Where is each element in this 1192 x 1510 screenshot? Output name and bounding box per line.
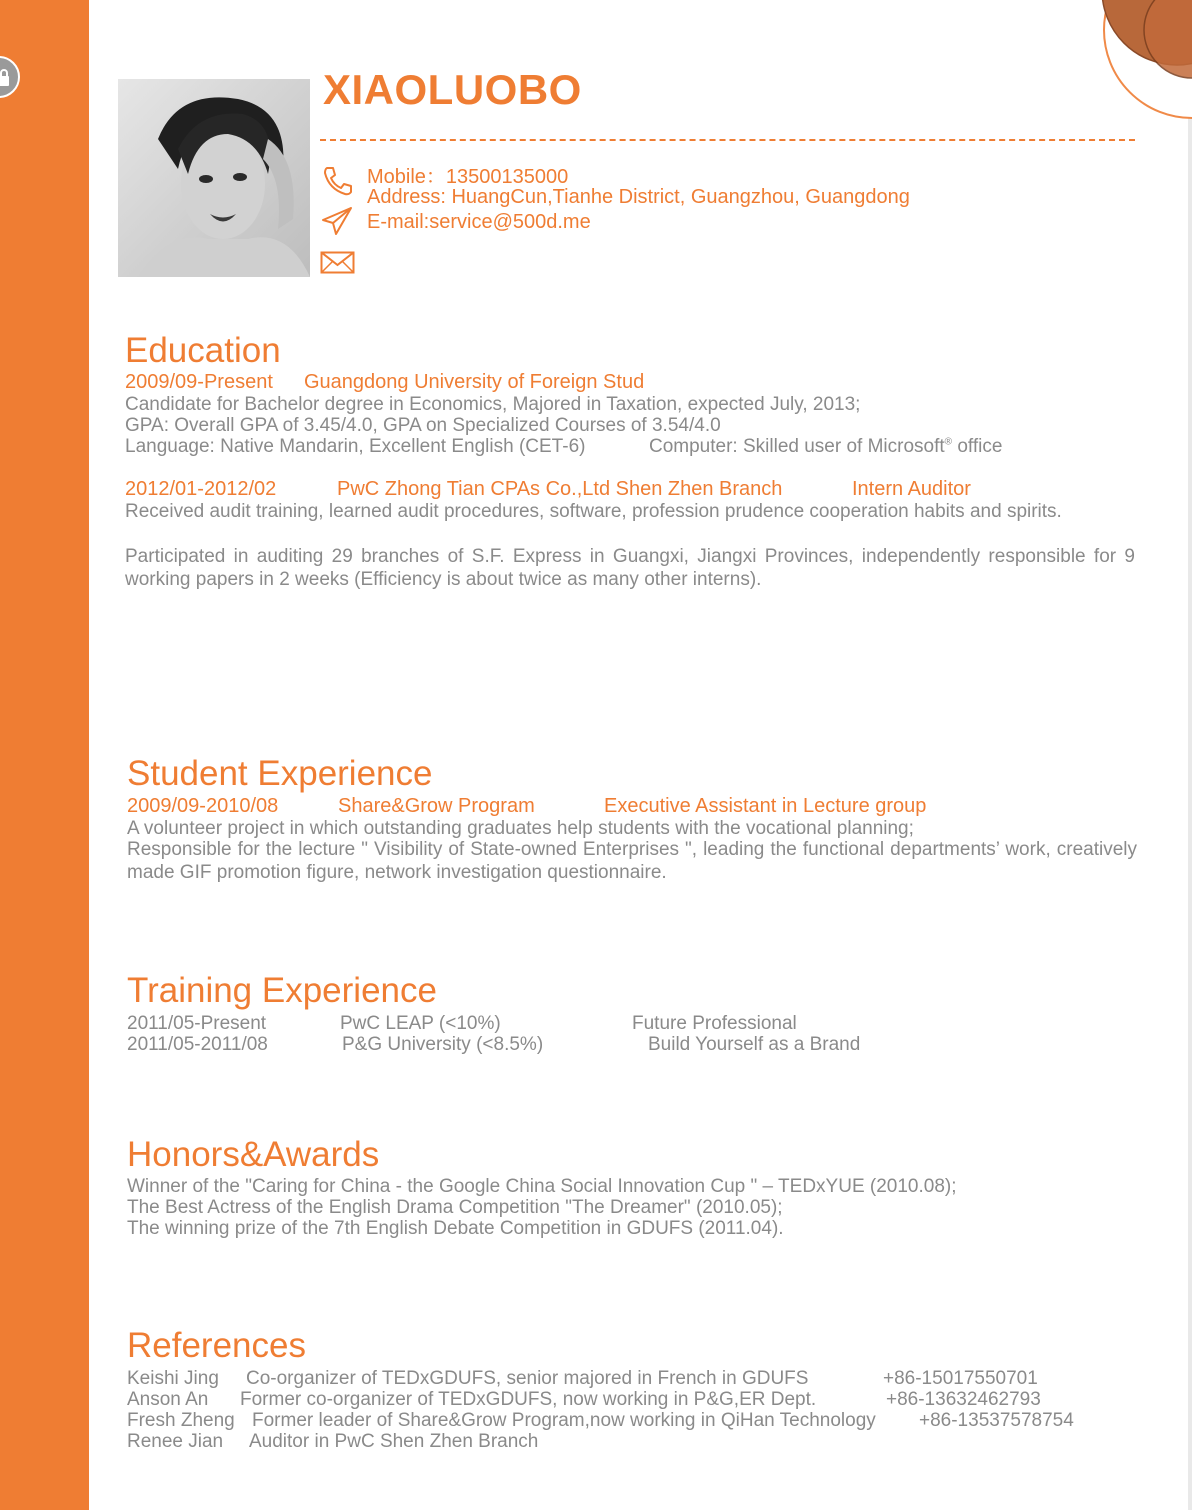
address-text: Address: HuangCun,Tianhe District, Guangzhou, Guangdong <box>367 186 910 208</box>
reference-description: Former co-organizer of TEDxGDUFS, now working in P&G,ER Dept. <box>240 1389 817 1410</box>
candidate-name: XIAOLUOBO <box>323 66 582 113</box>
reference-name: Keishi Jing <box>127 1368 219 1389</box>
reference-name: Anson An <box>127 1389 209 1410</box>
internship-paragraph-1: Received audit training, learned audit procedures, software, profession prudence cooperation habits and spirits. <box>125 501 1062 522</box>
reference-name: Renee Jian <box>127 1431 224 1452</box>
reference-phone: +86-13537578754 <box>919 1410 1074 1431</box>
education-gpa: GPA: Overall GPA of 3.45/4.0, GPA on Specialized Courses of 3.54/4.0 <box>125 415 721 436</box>
honor-item: The Best Actress of the English Drama Competition "The Dreamer" (2010.05); <box>127 1197 783 1218</box>
honor-item: Winner of the "Caring for China - the Google China Social Innovation Cup " – TEDxYUE (2010.08); <box>127 1176 957 1197</box>
lock-icon <box>0 68 10 88</box>
internship-role: Intern Auditor <box>852 478 971 500</box>
orange-sidebar <box>0 0 89 1510</box>
reference-phone: +86-15017550701 <box>883 1368 1038 1389</box>
profile-photo <box>118 79 310 277</box>
mobile-text: Mobile：13500135000 <box>367 166 569 188</box>
training-program: PwC LEAP (<10%) <box>340 1013 501 1034</box>
student-role: Executive Assistant in Lecture group <box>604 795 927 817</box>
student-program: Share&Grow Program <box>338 795 535 817</box>
reference-description: Auditor in PwC Shen Zhen Branch <box>249 1431 539 1452</box>
decorative-circles <box>1082 0 1192 130</box>
training-date: 2011/05-2011/08 <box>127 1034 268 1055</box>
internship-date: 2012/01-2012/02 <box>125 478 277 500</box>
envelope-icon <box>320 251 356 275</box>
training-date: 2011/05-Present <box>127 1013 267 1034</box>
education-date: 2009/09-Present <box>125 371 273 393</box>
reference-description: Former leader of Share&Grow Program,now working in QiHan Technology <box>252 1410 876 1431</box>
internship-company: PwC Zhong Tian CPAs Co.,Ltd Shen Zhen Branch <box>337 478 783 500</box>
student-experience-heading: Student Experience <box>127 754 433 793</box>
student-description: A volunteer project in which outstanding graduates help students with the vocational planning; <box>127 818 914 839</box>
training-program: P&G University (<8.5%) <box>342 1034 544 1055</box>
honors-heading: Honors&Awards <box>127 1135 380 1174</box>
education-computer: Computer: Skilled user of Microsoft® office <box>649 436 1003 457</box>
education-language: Language: Native Mandarin, Excellent English (CET-6) <box>125 436 586 457</box>
honor-item: The winning prize of the 7th English Debate Competition in GDUFS (2011.04). <box>127 1218 784 1239</box>
education-school: Guangdong University of Foreign Stud <box>304 371 645 393</box>
references-heading: References <box>127 1326 306 1365</box>
reference-phone: +86-13632462793 <box>886 1389 1041 1410</box>
phone-icon <box>321 164 355 198</box>
training-heading: Training Experience <box>127 971 437 1010</box>
training-note: Build Yourself as a Brand <box>648 1034 861 1055</box>
training-note: Future Professional <box>632 1013 797 1034</box>
student-date: 2009/09-2010/08 <box>127 795 279 817</box>
page-edge <box>1188 0 1192 1510</box>
email-text: E-mail:service@500d.me <box>367 211 591 233</box>
reference-description: Co-organizer of TEDxGDUFS, senior majored in French in GDUFS <box>246 1368 809 1389</box>
header-divider <box>320 139 1135 141</box>
paper-plane-icon <box>321 206 353 236</box>
reference-name: Fresh Zheng <box>127 1410 235 1431</box>
education-heading: Education <box>125 331 281 370</box>
student-paragraph: Responsible for the lecture " Visibility of State-owned Enterprises ", leading the functional departments’ work, creatively made GIF promotion figure, network investigation questionnaire. <box>127 839 1137 883</box>
internship-paragraph-2: Participated in auditing 29 branches of S.F. Express in Guangxi, Jiangxi Provinces, independently responsible for 9 working papers in 2 weeks (Efficiency is about twice as many other interns). <box>125 546 1135 590</box>
education-degree: Candidate for Bachelor degree in Economics, Majored in Taxation, expected July, 2013; <box>125 394 861 415</box>
